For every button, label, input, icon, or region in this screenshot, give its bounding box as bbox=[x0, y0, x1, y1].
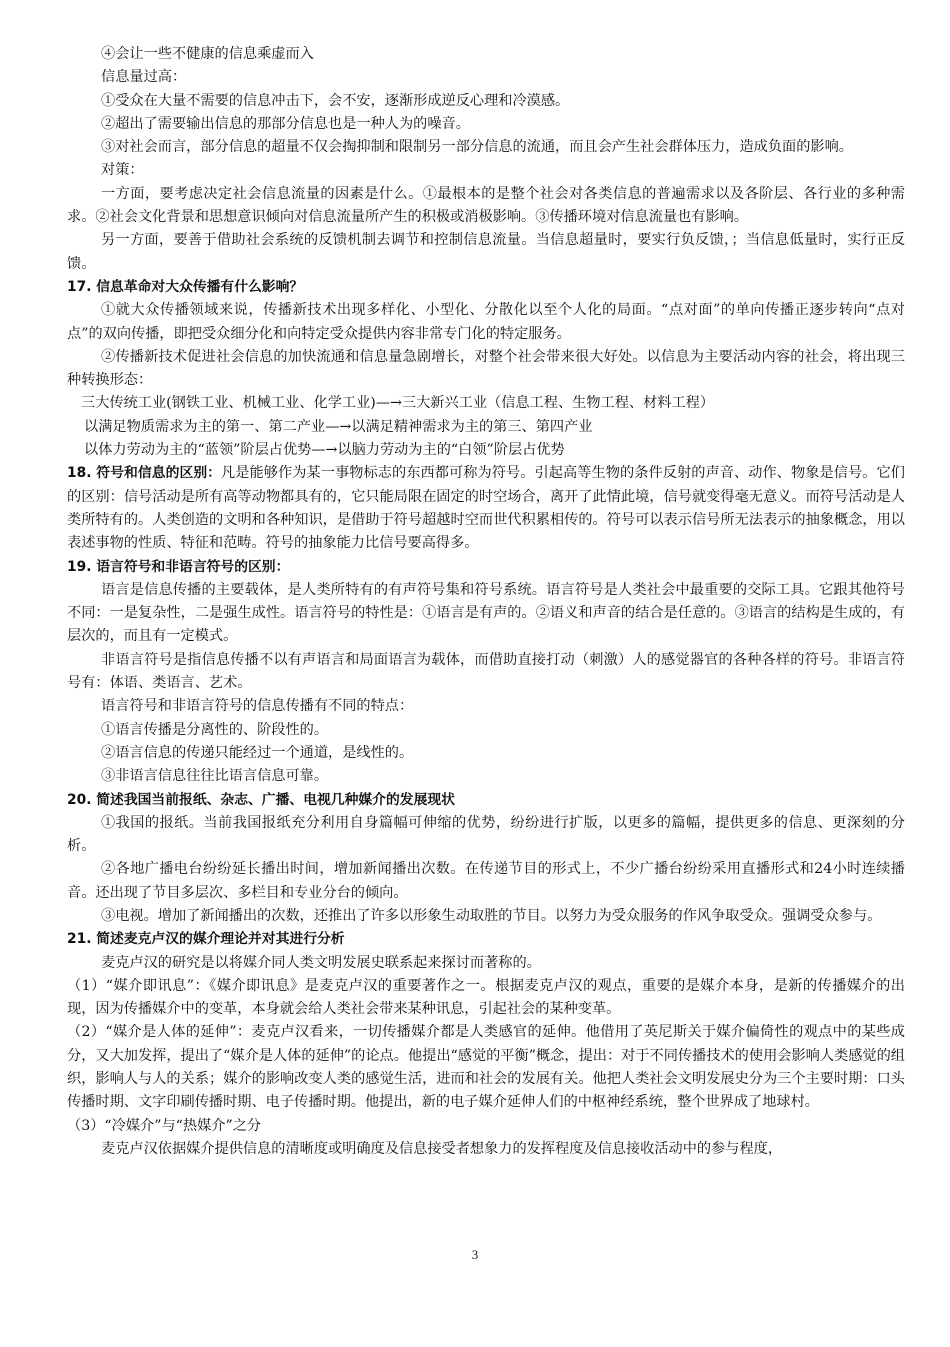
section-paragraph bbox=[67, 462, 905, 555]
transformation-line: 三大传统工业(钢铁工业、机械工业、化学工业)—→三大新兴工业（信息工程、生物工程、材料工程） bbox=[81, 395, 715, 412]
text-line: ②超出了需要输出信息的那部分信息也是一种人为的噪音。 bbox=[101, 115, 470, 132]
text-line: 语言符号和非语言符号的信息传播有不同的特点： bbox=[101, 698, 414, 715]
text-line: ②语言信息的传递只能经过一个通道，是线性的。 bbox=[101, 744, 414, 761]
paragraph: 一方面，要考虑决定社会信息流量的因素是什么。①最根本的是整个社会对各类信息的普遍需求以及各阶层、各行业的多种需求。②社会文化背景和思想意识倾向对信息流量所产生的积极或消极影响。③传播环境对信息流量也有影响。 bbox=[67, 185, 905, 226]
transformation-line: 以满足物质需求为主的第一、第二产业—→以满足精神需求为主的第三、第四产业 bbox=[84, 418, 593, 435]
section-heading: 18. 符号和信息的区别： bbox=[67, 465, 222, 482]
text-line: 对策： bbox=[101, 162, 144, 179]
paragraph: ②传播新技术促进社会信息的加快流通和信息量急剧增长，对整个社会带来很大好处。以信息为主要活动内容的社会，将出现三种转换形态： bbox=[67, 348, 905, 389]
paragraph: ②各地广播电台纷纷延长播出时间，增加新闻播出次数。在传递节目的形式上，不少广播台纷纷采用直播形式和24小时连续播音。还出现了节目多层次、多栏目和专业分台的倾向。 bbox=[67, 861, 905, 901]
transformation-line: 以体力劳动为主的“蓝领”阶层占优势—→以脑力劳动为主的“白领”阶层占优势 bbox=[84, 442, 565, 459]
text-line: 信息量过高： bbox=[101, 69, 187, 86]
text-line: ③非语言信息往往比语言信息可靠。 bbox=[101, 768, 329, 785]
paragraph: （1）“媒介即讯息”：《媒介即讯息》是麦克卢汉的重要著作之一。根据麦克卢汉的观点，重要的是媒介本身，是新的传播媒介的出现，因为传播媒介中的变革，本身就会给人类社会带来某种讯息，引起社会的某种变革。 bbox=[67, 977, 905, 1018]
text-line: ④会让一些不健康的信息乘虚而入 bbox=[101, 46, 314, 62]
section-heading: 21. 简述麦克卢汉的媒介理论并对其进行分析 bbox=[67, 931, 345, 948]
text-line: 麦克卢汉的研究是以将媒介同人类文明发展史联系起来探讨而著称的。 bbox=[101, 954, 541, 971]
paragraph: （2）“媒介是人体的延伸”：麦克卢汉看来，一切传播媒介都是人类感官的延伸。他借用了英尼斯关于媒介偏倚性的观点中的某些成分，又大加发挥，提出了“媒介是人体的延伸”的论点。他提出“感觉的平衡”概念，提出：对于不同传播技术的使用会影响人类感觉的组织，影响人与人的关系；媒介的影响改变人类的感觉生活，进而和社会的发展有关。他把人类社会文明发展史分为三个主要时期：口头传播时期、文字印刷传播时期、电子传播时期。他提出，新的电子媒介延伸人们的中枢神经系统，整个世界成了地球村。 bbox=[67, 1024, 905, 1111]
section-heading: 17. 信息革命对大众传播有什么影响？ bbox=[67, 278, 304, 295]
section-heading: 19. 语言符号和非语言符号的区别： bbox=[67, 558, 290, 575]
text-line: ①语言传播是分离性的、阶段性的。 bbox=[101, 721, 329, 738]
page-content bbox=[67, 43, 905, 1161]
paragraph: 另一方面，要善于借助社会系统的反馈机制去调节和控制信息流量。当信息超量时，要实行负反馈，；当信息低量时，实行正反馈。 bbox=[67, 232, 905, 272]
page-number: 3 bbox=[471, 1247, 479, 1262]
section-heading: 20. 简述我国当前报纸、杂志、广播、电视几种媒介的发展现状 bbox=[67, 791, 455, 808]
paragraph: ①就大众传播领域来说，传播新技术出现多样化、小型化、分散化以至个人化的局面。“点对面”的单向传播正逐步转向“点对点”的双向传播，即把受众细分化和向特定受众提供内容非常专门化的特定服务。 bbox=[67, 302, 905, 342]
paragraph: ③对社会而言，部分信息的超量不仅会掏抑制和限制另一部分信息的流通，而且会产生社会群体压力，造成负面的影响。 bbox=[101, 139, 853, 156]
paragraph: ③电视。增加了新闻播出的次数，还推出了许多以形象生动取胜的节目。以努力为受众服务的作风争取受众。强调受众参与。 bbox=[101, 907, 882, 924]
text-line: （3）“冷媒介”与“热媒介”之分 bbox=[67, 1117, 262, 1134]
section-body: 凡是能够作为某一事物标志的东西都可称为符号。引起高等生物的条件反射的声音、动作、物象是信号。它们的区别：信号活动是所有高等动物都具有的，它只能局限在固定的时空场合，离开了此情此境，信号就变得毫无意义。而符号活动是人类所特有的。人类创造的文明和各种知识，是借助于符号超越时空而世代积累相传的。符号可以表示信号所无法表示的抽象概念，用以表述事物的性质、特征和范畴。符号的抽象能力比信号要高得多。 bbox=[67, 465, 905, 552]
paragraph: 非语言符号是指信息传播不以有声语言和局面语言为载体，而借助直接打动（刺激）人的感觉器官的各种各样的符号。非语言符号有：体语、类语言、艺术。 bbox=[67, 651, 905, 692]
text-line: 麦克卢汉依据媒介提供信息的清晰度或明确度及信息接受者想象力的发挥程度及信息接收活动中的参与程度， bbox=[101, 1140, 783, 1157]
text-line: ①受众在大量不需要的信息冲击下，会不安，逐渐形成逆反心理和冷漠感。 bbox=[101, 92, 570, 109]
paragraph: ①我国的报纸。当前我国报纸充分利用自身篇幅可伸缩的优势，纷纷进行扩版，以更多的篇幅，提供更多的信息、更深刻的分析。 bbox=[67, 814, 905, 855]
paragraph: 语言是信息传播的主要载体，是人类所特有的有声符号集和符号系统。语言符号是人类社会中最重要的交际工具。它跟其他符号不同：一是复杂性，二是强生成性。语言符号的特性是：①语言是有声的。②语义和声音的结合是任意的。③语言的结构是生成的，有层次的，而且有一定模式。 bbox=[67, 581, 905, 645]
